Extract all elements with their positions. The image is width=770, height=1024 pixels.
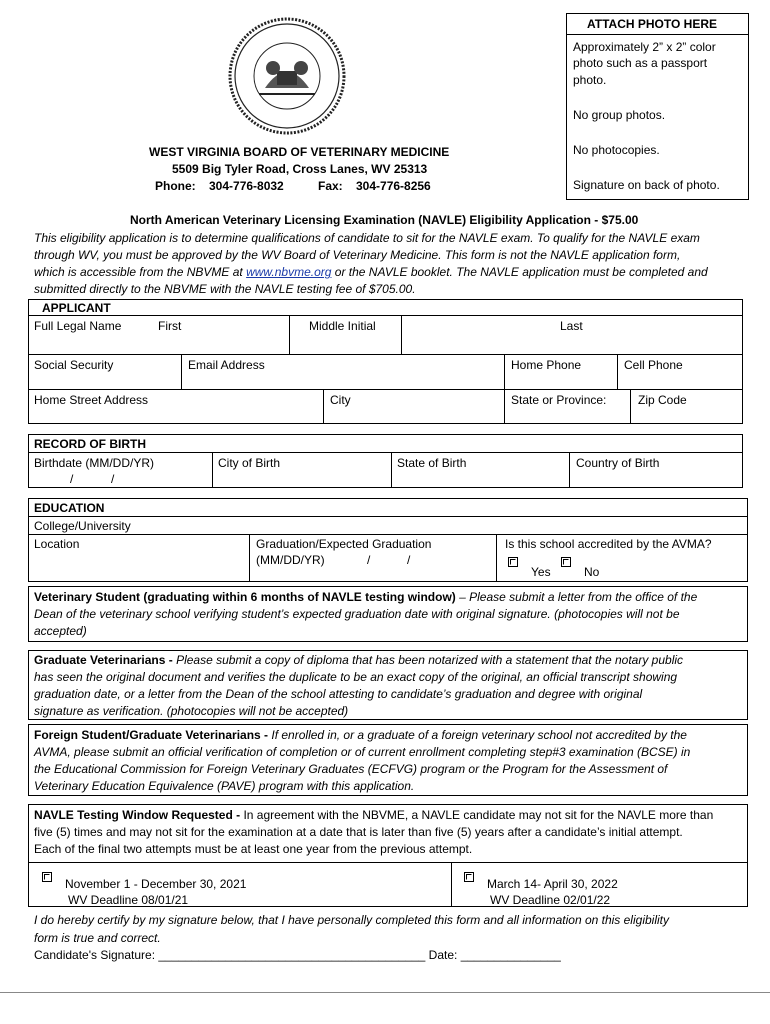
- photo-line1: Approximately 2” x 2” color: [573, 40, 716, 54]
- country-of-birth-label: Country of Birth: [576, 456, 660, 470]
- signature-label: Candidate's Signature:: [34, 948, 159, 962]
- full-name-label: Full Legal Name: [34, 319, 122, 333]
- avma-no-checkbox[interactable]: [561, 557, 571, 567]
- state-seal: [225, 16, 350, 136]
- avma-yes-checkbox[interactable]: [508, 557, 518, 567]
- city-label: City: [330, 393, 351, 407]
- date-field[interactable]: _______________: [460, 948, 561, 962]
- board-name: WEST VIRGINIA BOARD OF VETERINARY MEDICINE: [149, 145, 450, 159]
- last-name-label: Last: [560, 319, 583, 333]
- window-option-2-deadline: WV Deadline 02/01/22: [490, 893, 611, 907]
- window-option-1-checkbox[interactable]: [42, 872, 52, 882]
- cell-phone-label: Cell Phone: [624, 358, 683, 372]
- window-option-2: March 14- April 30, 2022: [487, 877, 618, 891]
- photo-signature: Signature on back of photo.: [573, 178, 720, 192]
- graduate-text: Graduate Veterinarians - Please submit a copy of diploma that has been notarized with a statement that the notary public has seen the original document and verifies the duplicate to be an exact copy of the original, an official transcript showing graduation date, or a letter from the Dean of the school attesting to candidate’s graduation and degree with original signature as verification. (photocopies will not be accepted): [34, 653, 684, 718]
- photo-line3: photo.: [573, 73, 607, 87]
- intro-text: This eligibility application is to determine qualifications of candidate to sit for the NAVLE exam. To qualify for the NAVLE exam through WV, you must be approved by the WV Board of Veterinary Medicine. This form is not the NAVLE application form, which is accessible from the NBVME at www.nbvme.org or the NAVLE booklet. The NAVLE application must be completed and submitted directly to the NBVME with the NAVLE testing fee of $705.00.: [34, 231, 708, 296]
- birthdate-slash-1: /: [70, 472, 74, 486]
- ssn-label: Social Security: [34, 358, 114, 372]
- student-text: Veterinary Student (graduating within 6 months of NAVLE testing window) – Please submit a letter from the office of the Dean of the veterinary school verifying student’s expected graduation date with original signature. (photocopies will not be accepted): [34, 590, 698, 638]
- certify-line-2: form is true and correct.: [34, 931, 161, 945]
- state-label: State or Province:: [511, 393, 607, 407]
- graduation-label: Graduation/Expected Graduation: [256, 537, 432, 551]
- street-label: Home Street Address: [34, 393, 149, 407]
- board-address: 5509 Big Tyler Road, Cross Lanes, WV 25313: [172, 162, 428, 176]
- photo-title: ATTACH PHOTO HERE: [587, 17, 718, 31]
- education-heading: EDUCATION: [34, 501, 105, 515]
- testing-window-text: NAVLE Testing Window Requested - In agreement with the NBVME, a NAVLE candidate may not sit for the NAVLE more than five (5) times and may not sit for the examination at a date that is later than five (5) years after a candidate’s initial attempt. Each of the final two attempts must be at least one year from the previous attempt.: [34, 808, 714, 856]
- signature-row: [34, 948, 561, 962]
- zip-label: Zip Code: [638, 393, 687, 407]
- phone-number: 304-776-8032: [209, 179, 284, 193]
- photo-no-group: No group photos.: [573, 108, 666, 122]
- window-option-1: November 1 - December 30, 2021: [65, 877, 247, 891]
- foreign-text: Foreign Student/Graduate Veterinarians - If enrolled in, or a graduate of a foreign veterinary school not accredited by the AVMA, please submit an official verification of completion or of current enrollment completing step#3 examination (BCSE) in the Educational Commission for Foreign Veterinary Graduates (ECFVG) program or the Program for the Assessment of Veterinary Education Equivalence (PAVE) program with this application.: [34, 728, 691, 793]
- graduation-slash-2: /: [407, 553, 411, 567]
- middle-initial-label: Middle Initial: [309, 319, 376, 333]
- phone-label: Phone:: [155, 179, 196, 193]
- avma-yes-label: Yes: [531, 565, 551, 579]
- birthdate-label: Birthdate (MM/DD/YR): [34, 456, 155, 470]
- email-label: Email Address: [188, 358, 265, 372]
- bottom-divider: [0, 992, 770, 993]
- city-of-birth-label: City of Birth: [218, 456, 281, 470]
- avma-no-label: No: [584, 565, 600, 579]
- signature-field[interactable]: ________________________________________: [158, 948, 426, 962]
- graduation-format: (MM/DD/YR): [256, 553, 325, 567]
- date-label: Date:: [425, 948, 461, 962]
- certify-line-1: I do hereby certify by my signature below, that I have personally completed this form and all information on this eligibility: [34, 913, 669, 927]
- home-phone-label: Home Phone: [511, 358, 582, 372]
- fax-label: Fax:: [318, 179, 343, 193]
- page-title: North American Veterinary Licensing Examination (NAVLE) Eligibility Application - $75.00: [130, 213, 639, 227]
- birth-heading: RECORD OF BIRTH: [34, 437, 146, 451]
- first-name-label: First: [158, 319, 182, 333]
- window-option-2-checkbox[interactable]: [464, 872, 474, 882]
- nbvme-link[interactable]: www.nbvme.org: [246, 265, 332, 279]
- location-label: Location: [34, 537, 80, 551]
- college-label: College/University: [34, 519, 131, 533]
- window-option-1-deadline: WV Deadline 08/01/21: [68, 893, 189, 907]
- graduation-slash-1: /: [367, 553, 371, 567]
- photo-line2: photo such as a passport: [573, 56, 708, 70]
- applicant-heading: APPLICANT: [42, 301, 111, 315]
- avma-question: Is this school accredited by the AVMA?: [505, 537, 712, 551]
- fax-number: 304-776-8256: [356, 179, 431, 193]
- birthdate-slash-2: /: [111, 472, 115, 486]
- photo-no-copies: No photocopies.: [573, 143, 660, 157]
- state-of-birth-label: State of Birth: [397, 456, 467, 470]
